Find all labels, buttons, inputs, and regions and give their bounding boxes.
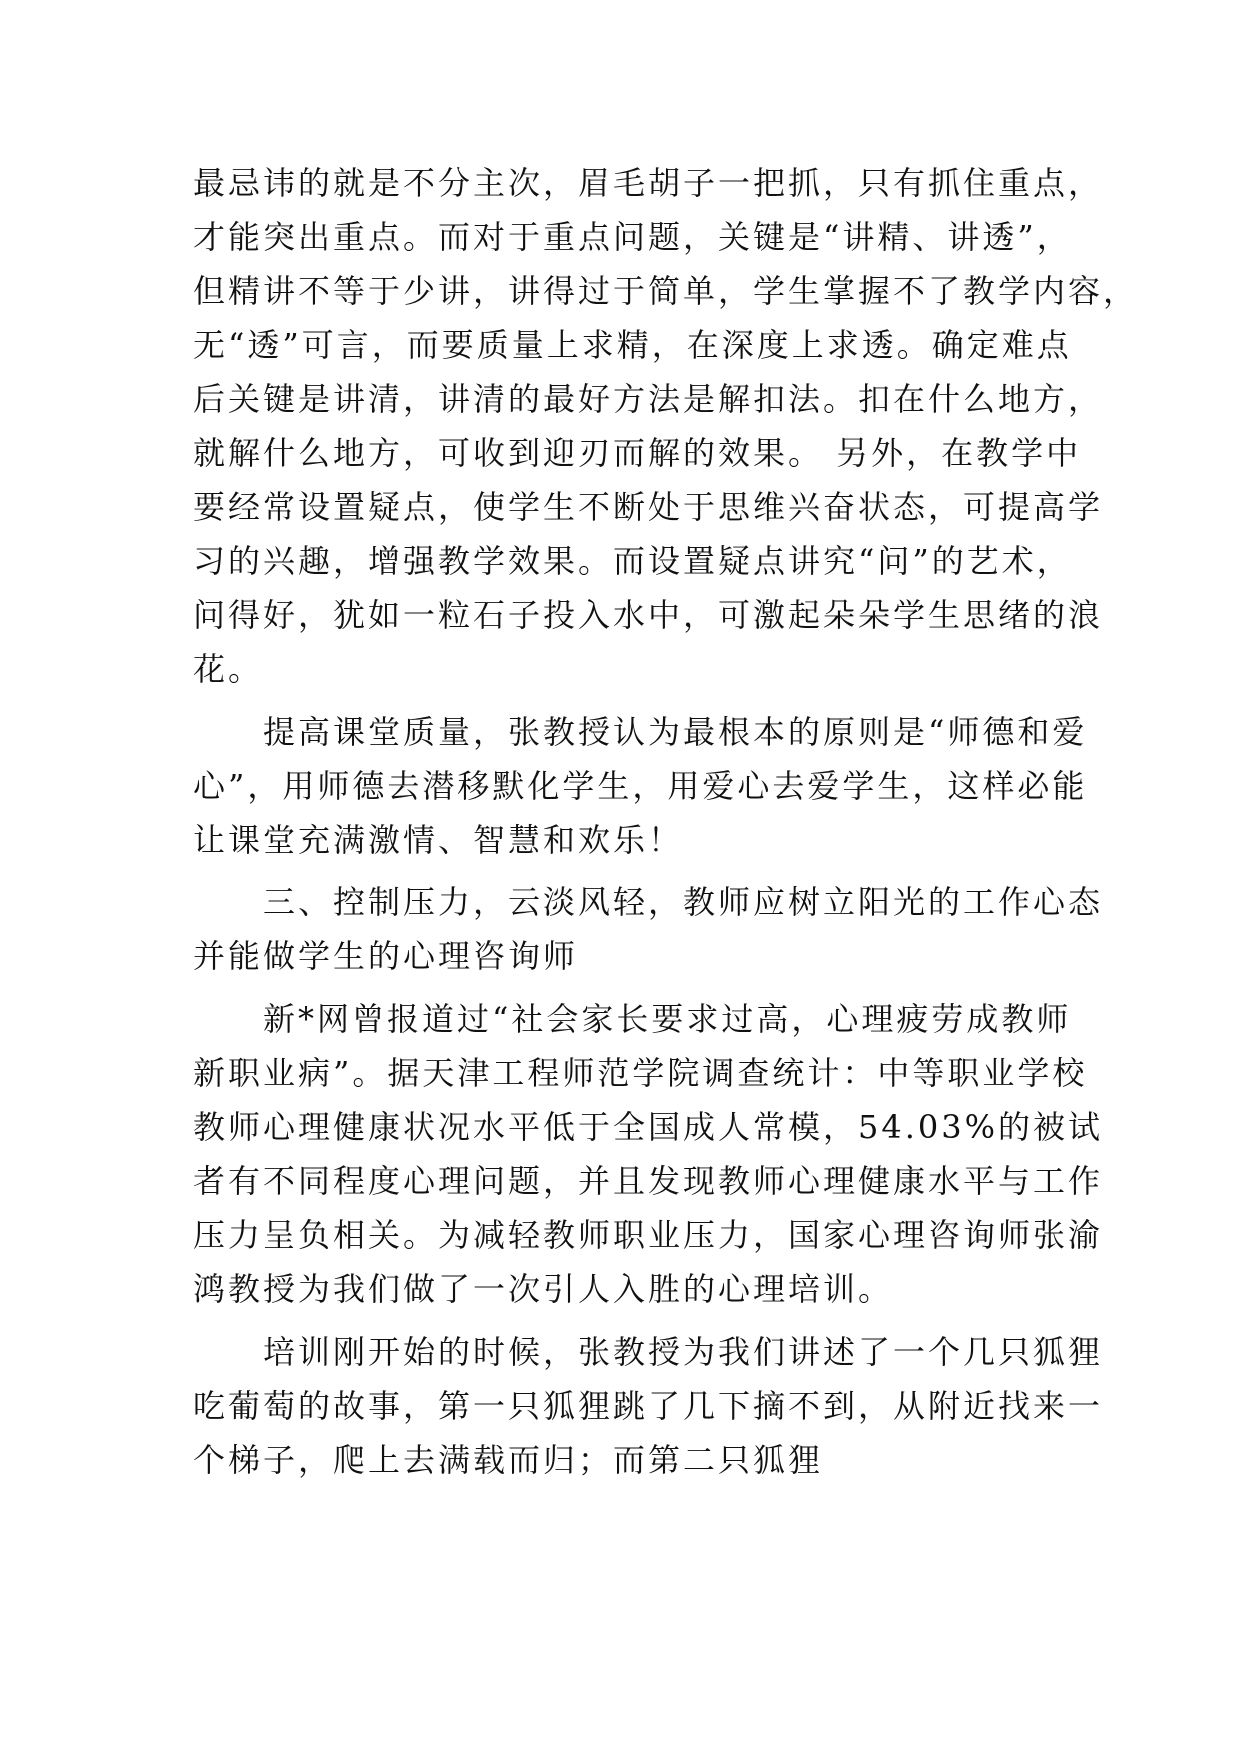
text-line: 新*网曾报道过“社会家长要求过高，心理疲劳成教师 — [193, 1000, 1072, 1038]
text-line: 提高课堂质量，张教授认为最根本的原则是“师德和爱 — [193, 713, 1088, 751]
text-line: 问得好，犹如一粒石子投入水中，可激起朵朵学生思绪的浪 — [193, 596, 1104, 634]
text-line: 花。 — [193, 650, 264, 688]
text-line: 者有不同程度心理问题，并且发现教师心理健康水平与工作 — [193, 1162, 1104, 1200]
text-line: 无“透”可言，而要质量上求精，在深度上求透。确定难点 — [193, 326, 1072, 364]
text-line: 习的兴趣，增强教学效果。而设置疑点讲究“问”的艺术， — [193, 542, 1072, 580]
text-line: 但精讲不等于少讲，讲得过于简单，学生掌握不了教学内容， — [193, 272, 1139, 310]
section-heading-line: 并能做学生的心理咨询师 — [193, 937, 579, 975]
section-heading-line: 三、控制压力，云淡风轻，教师应树立阳光的工作心态 — [193, 883, 1104, 921]
text-line: 最忌讳的就是不分主次，眉毛胡子一把抓，只有抓住重点， — [193, 164, 1104, 202]
text-line: 才能突出重点。而对于重点问题，关键是“讲精、讲透”， — [193, 218, 1072, 256]
text-line: 心”，用师德去潜移默化学生，用爱心去爱学生，这样必能 — [193, 767, 1088, 805]
text-line: 教师心理健康状况水平低于全国成人常模，54.03%的被试 — [193, 1108, 1104, 1146]
text-line: 鸿教授为我们做了一次引人入胜的心理培训。 — [193, 1270, 894, 1308]
text-line: 就解什么地方，可收到迎刃而解的效果。 另外，在教学中 — [193, 434, 1082, 472]
text-line: 要经常设置疑点，使学生不断处于思维兴奋状态，可提高学 — [193, 488, 1104, 526]
text-line: 压力呈负相关。为减轻教师职业压力，国家心理咨询师张渝 — [193, 1216, 1104, 1254]
text-line: 后关键是讲清，讲清的最好方法是解扣法。扣在什么地方， — [193, 380, 1104, 418]
text-line: 吃葡萄的故事，第一只狐狸跳了几下摘不到，从附近找来一 — [193, 1387, 1104, 1425]
text-line: 培训刚开始的时候，张教授为我们讲述了一个几只狐狸 — [193, 1333, 1104, 1371]
text-line: 新职业病”。据天津工程师范学院调查统计：中等职业学校 — [193, 1054, 1088, 1092]
text-line: 让课堂充满激情、智慧和欢乐！ — [193, 821, 684, 859]
text-line: 个梯子，爬上去满载而归；而第二只狐狸 — [193, 1441, 824, 1479]
